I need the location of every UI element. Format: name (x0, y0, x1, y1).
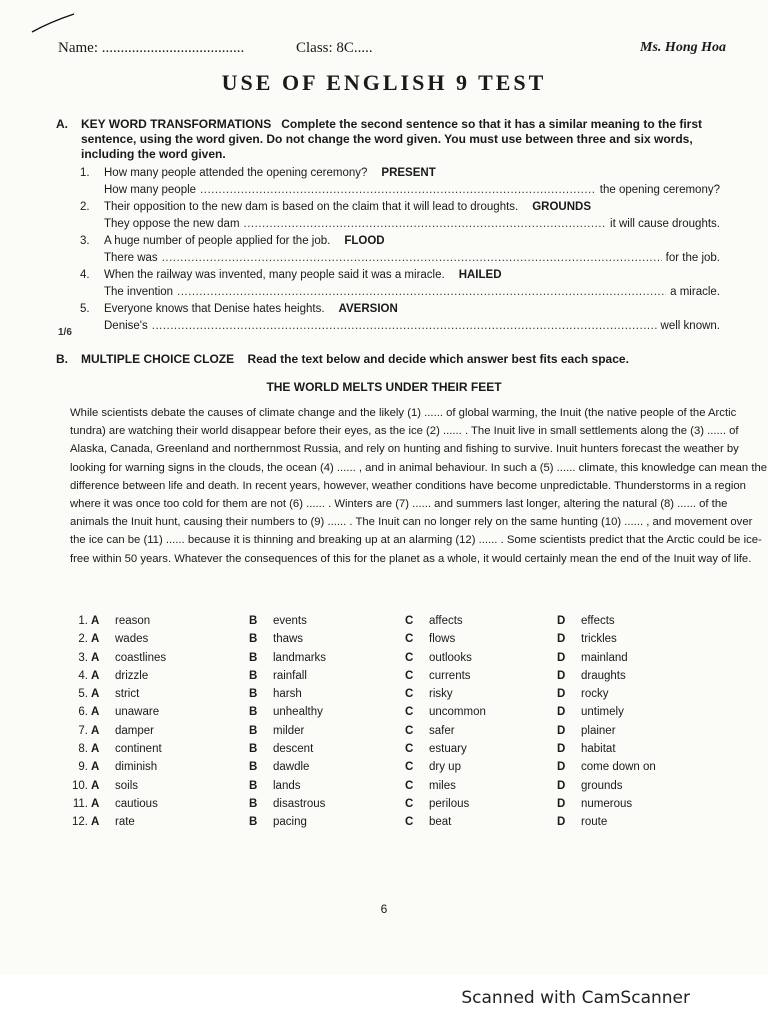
option-d[interactable]: grounds (581, 779, 623, 792)
option-d[interactable]: plainer (581, 724, 616, 737)
option-b[interactable]: unhealthy (273, 706, 323, 719)
cloze-passage: While scientists debate the causes of climate change and the likely (1) ...... of global warming, the Inuit (the native people of the Arctic tundra) are watching their world disappear before their eyes, as the ice (2) ...... . The Inuit live in small settlements along the (3) ...... of Alaska, Canada, Greenland and northernmost Russia, and rely on hunting and fishing to survive. Inuit hunters forecast the weather by looking for warning signs in the clouds, the ocean (4) ...... , and in animal behaviour. In such a (5) ...... climate, this knowledge can mean the difference between life and death. In recent years, however, weather conditions have become unpredictable. Thunderstorms in a region where it was once too cold for them are not (6) ...... . Winters are (7) ...... and summers last longer, altering the natural (8) ...... of the animals the Inuit hunt, causing their numbers to (9) ...... . The Inuit can no longer rely on the same hunting (10) ...... , and movement over the ice can be (11) ...... because it is thinning and breaking up at an alarming (12) ...... . Some scientists predict that the Arctic could be ice-free within 50 years. Whatever the consequences of this for the planet as a whole, it would certainly mean the end of the Inuit way of life. (70, 407, 768, 565)
question-number: 4. (80, 269, 90, 281)
option-letter-b: B (249, 779, 258, 792)
option-b[interactable]: landmarks (273, 651, 327, 664)
option-letter-b: B (249, 706, 258, 719)
item-number: 10. (72, 779, 88, 792)
option-c[interactable]: dry up (429, 761, 461, 774)
question-item (80, 233, 720, 267)
option-d[interactable]: habitat (581, 743, 616, 756)
section-a-letter: A. (56, 117, 68, 131)
answer-row (68, 667, 708, 685)
option-letter-a: A (91, 816, 100, 829)
answer-row (68, 777, 708, 795)
answer-start: How many people (104, 184, 197, 196)
question-item (80, 267, 720, 301)
option-letter-c: C (405, 797, 414, 810)
question-sentence: How many people attended the opening ceremony? (104, 167, 368, 179)
question-number: 2. (80, 201, 90, 213)
option-letter-c: C (405, 669, 414, 682)
option-c[interactable]: currents (429, 669, 471, 682)
option-d[interactable]: route (581, 816, 608, 829)
option-letter-d: D (557, 633, 566, 646)
option-a[interactable]: unaware (115, 706, 160, 719)
option-letter-c: C (405, 688, 414, 701)
answer-blank[interactable] (152, 318, 657, 334)
section-b-title: MULTIPLE CHOICE CLOZE (81, 352, 235, 366)
option-letter-b: B (249, 761, 258, 774)
option-letter-d: D (557, 706, 566, 719)
option-a[interactable]: drizzle (115, 669, 149, 682)
option-letter-c: C (405, 761, 414, 774)
option-letter-d: D (557, 688, 566, 701)
option-d[interactable]: draughts (581, 669, 626, 682)
answer-start: Denise's (104, 320, 148, 332)
option-c[interactable]: flows (429, 633, 456, 646)
option-a[interactable]: cautious (115, 797, 158, 810)
option-letter-b: B (249, 724, 258, 737)
class-label: Class: 8C..... (296, 40, 373, 56)
option-b[interactable]: thaws (273, 633, 304, 646)
question-sentence: Everyone knows that Denise hates heights. (104, 303, 325, 315)
answer-options-table (68, 612, 708, 832)
option-letter-a: A (91, 724, 100, 737)
option-letter-b: B (249, 615, 258, 627)
answer-row (68, 740, 708, 758)
answer-row (68, 649, 708, 667)
item-number: 4. (78, 669, 88, 682)
answer-row (68, 703, 708, 721)
option-letter-b: B (249, 669, 258, 682)
question-sentence: When the railway was invented, many people said it was a miracle. (104, 269, 445, 281)
option-b[interactable]: lands (273, 779, 301, 792)
answer-blank[interactable] (162, 250, 662, 266)
question-number: 3. (80, 235, 90, 247)
scanner-watermark: Scanned with CamScanner (461, 988, 690, 1008)
option-letter-c: C (405, 651, 414, 664)
option-c[interactable]: uncommon (429, 706, 486, 719)
option-a[interactable]: rate (115, 816, 135, 829)
answer-end: well known. (660, 320, 720, 332)
item-number: 7. (78, 724, 88, 737)
option-letter-d: D (557, 779, 566, 792)
item-number: 8. (78, 743, 88, 756)
pen-mark (30, 12, 78, 34)
teacher-name: Ms. Hong Hoa (640, 40, 726, 55)
item-number: 5. (78, 688, 88, 701)
section-a-title: KEY WORD TRANSFORMATIONS (81, 117, 272, 131)
option-b[interactable]: dawdle (273, 761, 310, 774)
option-d[interactable]: effects (581, 615, 615, 627)
option-letter-c: C (405, 633, 414, 646)
option-letter-b: B (249, 797, 258, 810)
option-c[interactable]: estuary (429, 743, 467, 756)
option-letter-a: A (91, 706, 100, 719)
answer-start: They oppose the new dam (104, 218, 240, 230)
option-a[interactable]: soils (115, 779, 139, 792)
page-number: 6 (380, 902, 388, 916)
section-a-instructions: Complete the second sentence so that it has a similar meaning to the first sentence, using the word given. Do not change the word given. You must use between three and six words, including the word given. (81, 117, 702, 161)
answer-start: The invention (104, 286, 174, 298)
question-sentence: Their opposition to the new dam is based on the claim that it will lead to droughts. (104, 201, 519, 213)
answer-row (68, 630, 708, 648)
option-letter-a: A (91, 779, 100, 792)
answer-blank[interactable] (177, 284, 666, 300)
option-b[interactable]: descent (273, 743, 314, 756)
item-number: 6. (78, 706, 88, 719)
option-a[interactable]: reason (115, 615, 151, 627)
option-letter-a: A (91, 633, 100, 646)
answer-blank[interactable] (200, 182, 596, 198)
answer-row (68, 685, 708, 703)
option-a[interactable]: damper (115, 724, 154, 737)
option-a[interactable]: coastlines (115, 651, 167, 664)
section-b-instructions: Read the text below and decide which answer best fits each space. (247, 352, 629, 366)
option-letter-d: D (557, 724, 566, 737)
option-letter-d: D (557, 669, 566, 682)
option-letter-b: B (249, 688, 258, 701)
option-d[interactable]: trickles (581, 633, 617, 646)
passage-title: THE WORLD MELTS UNDER THEIR FEET (266, 380, 502, 394)
header-row (58, 40, 726, 60)
answer-end: the opening ceremony? (599, 184, 720, 196)
answer-start: There was (104, 252, 158, 264)
transformation-questions (80, 165, 720, 335)
question-item (80, 165, 720, 199)
option-letter-d: D (557, 761, 566, 774)
option-a[interactable]: diminish (115, 761, 158, 774)
question-number: 1. (80, 167, 90, 179)
option-c[interactable]: miles (429, 779, 456, 792)
option-d[interactable]: untimely (581, 706, 624, 719)
option-d[interactable]: come down on (581, 761, 656, 774)
answer-end: it will cause droughts. (610, 218, 720, 230)
option-b[interactable]: pacing (273, 816, 307, 829)
answer-row (68, 813, 708, 831)
section-b-letter: B. (56, 352, 68, 366)
item-number: 12. (72, 816, 88, 829)
option-a[interactable]: continent (115, 743, 162, 756)
option-b[interactable]: milder (273, 724, 305, 737)
page-title: USE OF ENGLISH 9 TEST (221, 70, 547, 95)
item-number: 3. (78, 651, 88, 664)
item-number: 2. (78, 633, 88, 646)
option-c[interactable]: affects (429, 615, 463, 627)
option-c[interactable]: beat (429, 816, 452, 829)
answer-row (68, 795, 708, 813)
option-b[interactable]: disastrous (273, 797, 326, 810)
question-keyword: GROUNDS (532, 201, 592, 213)
question-item (80, 199, 720, 233)
item-number: 9. (78, 761, 88, 774)
option-a[interactable]: strict (115, 688, 140, 701)
question-item (80, 301, 720, 335)
option-letter-d: D (557, 615, 566, 627)
option-letter-b: B (249, 633, 258, 646)
option-letter-c: C (405, 816, 414, 829)
question-number: 5. (80, 303, 90, 315)
option-d[interactable]: numerous (581, 797, 633, 810)
question-keyword: AVERSION (338, 303, 398, 315)
item-number: 11. (72, 797, 88, 810)
option-a[interactable]: wades (115, 633, 149, 646)
option-letter-a: A (91, 761, 100, 774)
option-b[interactable]: events (273, 615, 307, 627)
item-number: 1. (78, 615, 88, 627)
option-letter-b: B (249, 816, 258, 829)
option-c[interactable]: outlooks (429, 651, 472, 664)
option-letter-c: C (405, 724, 414, 737)
option-letter-b: B (249, 743, 258, 756)
margin-note: 1/6 (58, 327, 72, 338)
option-letter-d: D (557, 797, 566, 810)
option-letter-c: C (405, 706, 414, 719)
question-keyword: PRESENT (381, 167, 436, 179)
answer-row (68, 612, 708, 630)
option-letter-c: C (405, 743, 414, 756)
question-keyword: FLOOD (344, 235, 385, 247)
option-c[interactable]: perilous (429, 797, 470, 810)
question-keyword: HAILED (458, 269, 502, 281)
answer-row (68, 758, 708, 776)
option-c[interactable]: risky (429, 688, 453, 701)
option-c[interactable]: safer (429, 724, 455, 737)
option-letter-a: A (91, 743, 100, 756)
answer-row (68, 722, 708, 740)
option-letter-d: D (557, 816, 566, 829)
question-sentence: A huge number of people applied for the job. (104, 235, 331, 247)
option-b[interactable]: rainfall (273, 669, 307, 682)
option-letter-c: C (405, 615, 414, 627)
option-letter-c: C (405, 779, 414, 792)
option-letter-a: A (91, 688, 100, 701)
answer-end: for the job. (665, 252, 720, 264)
option-letter-d: D (557, 651, 566, 664)
name-field-label: Name: ...................................... (58, 40, 245, 56)
option-letter-d: D (557, 743, 566, 756)
option-b[interactable]: harsh (273, 688, 302, 701)
answer-blank[interactable] (244, 216, 607, 232)
option-d[interactable]: mainland (581, 651, 628, 664)
option-letter-b: B (249, 651, 258, 664)
answer-end: a miracle. (670, 286, 720, 298)
option-letter-a: A (91, 669, 100, 682)
option-letter-a: A (91, 615, 100, 627)
option-d[interactable]: rocky (581, 688, 609, 701)
option-letter-a: A (91, 651, 100, 664)
option-letter-a: A (91, 797, 100, 810)
